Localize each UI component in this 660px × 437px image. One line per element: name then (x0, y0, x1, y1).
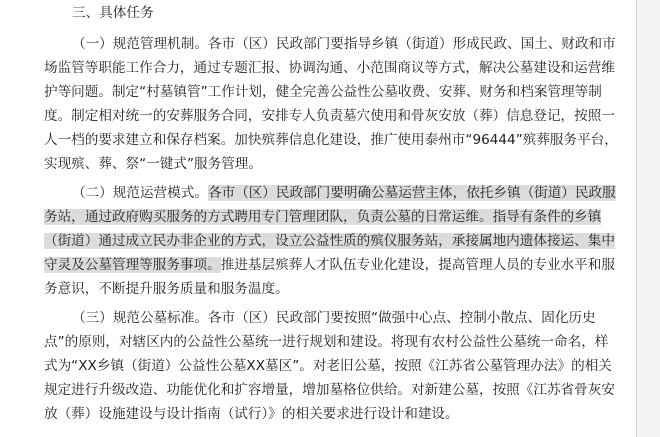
highlighted-text: （街道）通过成立民办非企业的方式，设立公益性质的殡仪服务站，承接属地内遗体接运、集中 (44, 233, 615, 249)
paragraph-3-line-3: 式为“XX乡镇（街道）公益性公墓XX墓区”。对老旧公墓，按照《江苏省公墓管理办法》的相关 (44, 358, 612, 374)
paragraph-2-heading: （二）规范运营模式。 (72, 185, 208, 201)
paragraph-3-line-1: （三）规范公墓标准。各市（区）民政部门要按照“做强中心点、控制小散点、固化历史 (72, 310, 596, 326)
paragraph-2-line-2 (44, 206, 601, 228)
paragraph-2-text: 推进基层殡葬人才队伍专业化建设，提高管理人员的专业水平和服 (220, 257, 615, 273)
paragraph-2-line-3 (44, 230, 615, 252)
section-heading: 三、具体任务 (72, 5, 154, 21)
paragraph-3-line-2: 点”的原则，对辖区内的公益性公墓统一进行规划和建设。将现有农村公益性公墓统一命名，样 (44, 334, 609, 350)
window-edge (637, 0, 660, 437)
paragraph-2-line-1 (72, 182, 616, 204)
highlighted-text: 务站，通过政府购买服务的方式聘用专门管理团队，负责公墓的日常运维。指导有条件的乡镇 (44, 209, 602, 225)
paragraph-2-line-5: 务意识，不断提升服务质量和服务温度。 (44, 281, 289, 297)
paragraph-2-line-4 (44, 254, 615, 276)
paragraph-1-line-3: 护等问题。制定“村墓镇管”工作计划，健全完善公益性公墓收费、安葬、财务和档案管理等制 (44, 84, 602, 100)
highlighted-text: 守灵及公墓管理等服务事项。 (44, 257, 221, 273)
highlighted-text: 各市（区）民政部门要明确公墓运营主体，依托乡镇（街道）民政服 (207, 185, 616, 201)
paragraph-3-line-4: 规定进行升级改造、功能优化和扩容增量，增加墓格位供给。对新建公墓，按照《江苏省骨灰安 (44, 382, 615, 398)
paragraph-1-line-6: 实现殡、葬、祭“一键式”服务管理。 (44, 156, 262, 172)
paragraph-3-line-5: 放（葬）设施建设与设计指南（试行）》的相关要求进行设计和建设。 (44, 406, 459, 422)
paragraph-1-line-2: 场监管等职能工作合力，通过专题汇报、协调沟通、小范围商议等方式，解决公墓建设和运营维 (44, 60, 615, 76)
paragraph-1-line-1: （一）规范管理机制。各市（区）民政部门要指导乡镇（街道）形成民政、国土、财政和市 (72, 36, 616, 52)
paragraph-1-line-4: 度。制定相对统一的安葬服务合同，安排专人负责墓穴使用和骨灰安放（葬）信息登记，按照一 (44, 108, 615, 124)
paragraph-1-line-5: 人一档的要求建立和保存档案。加快殡葬信息化建设，推广使用泰州市“96444”殡葬服务平台， (44, 132, 618, 148)
